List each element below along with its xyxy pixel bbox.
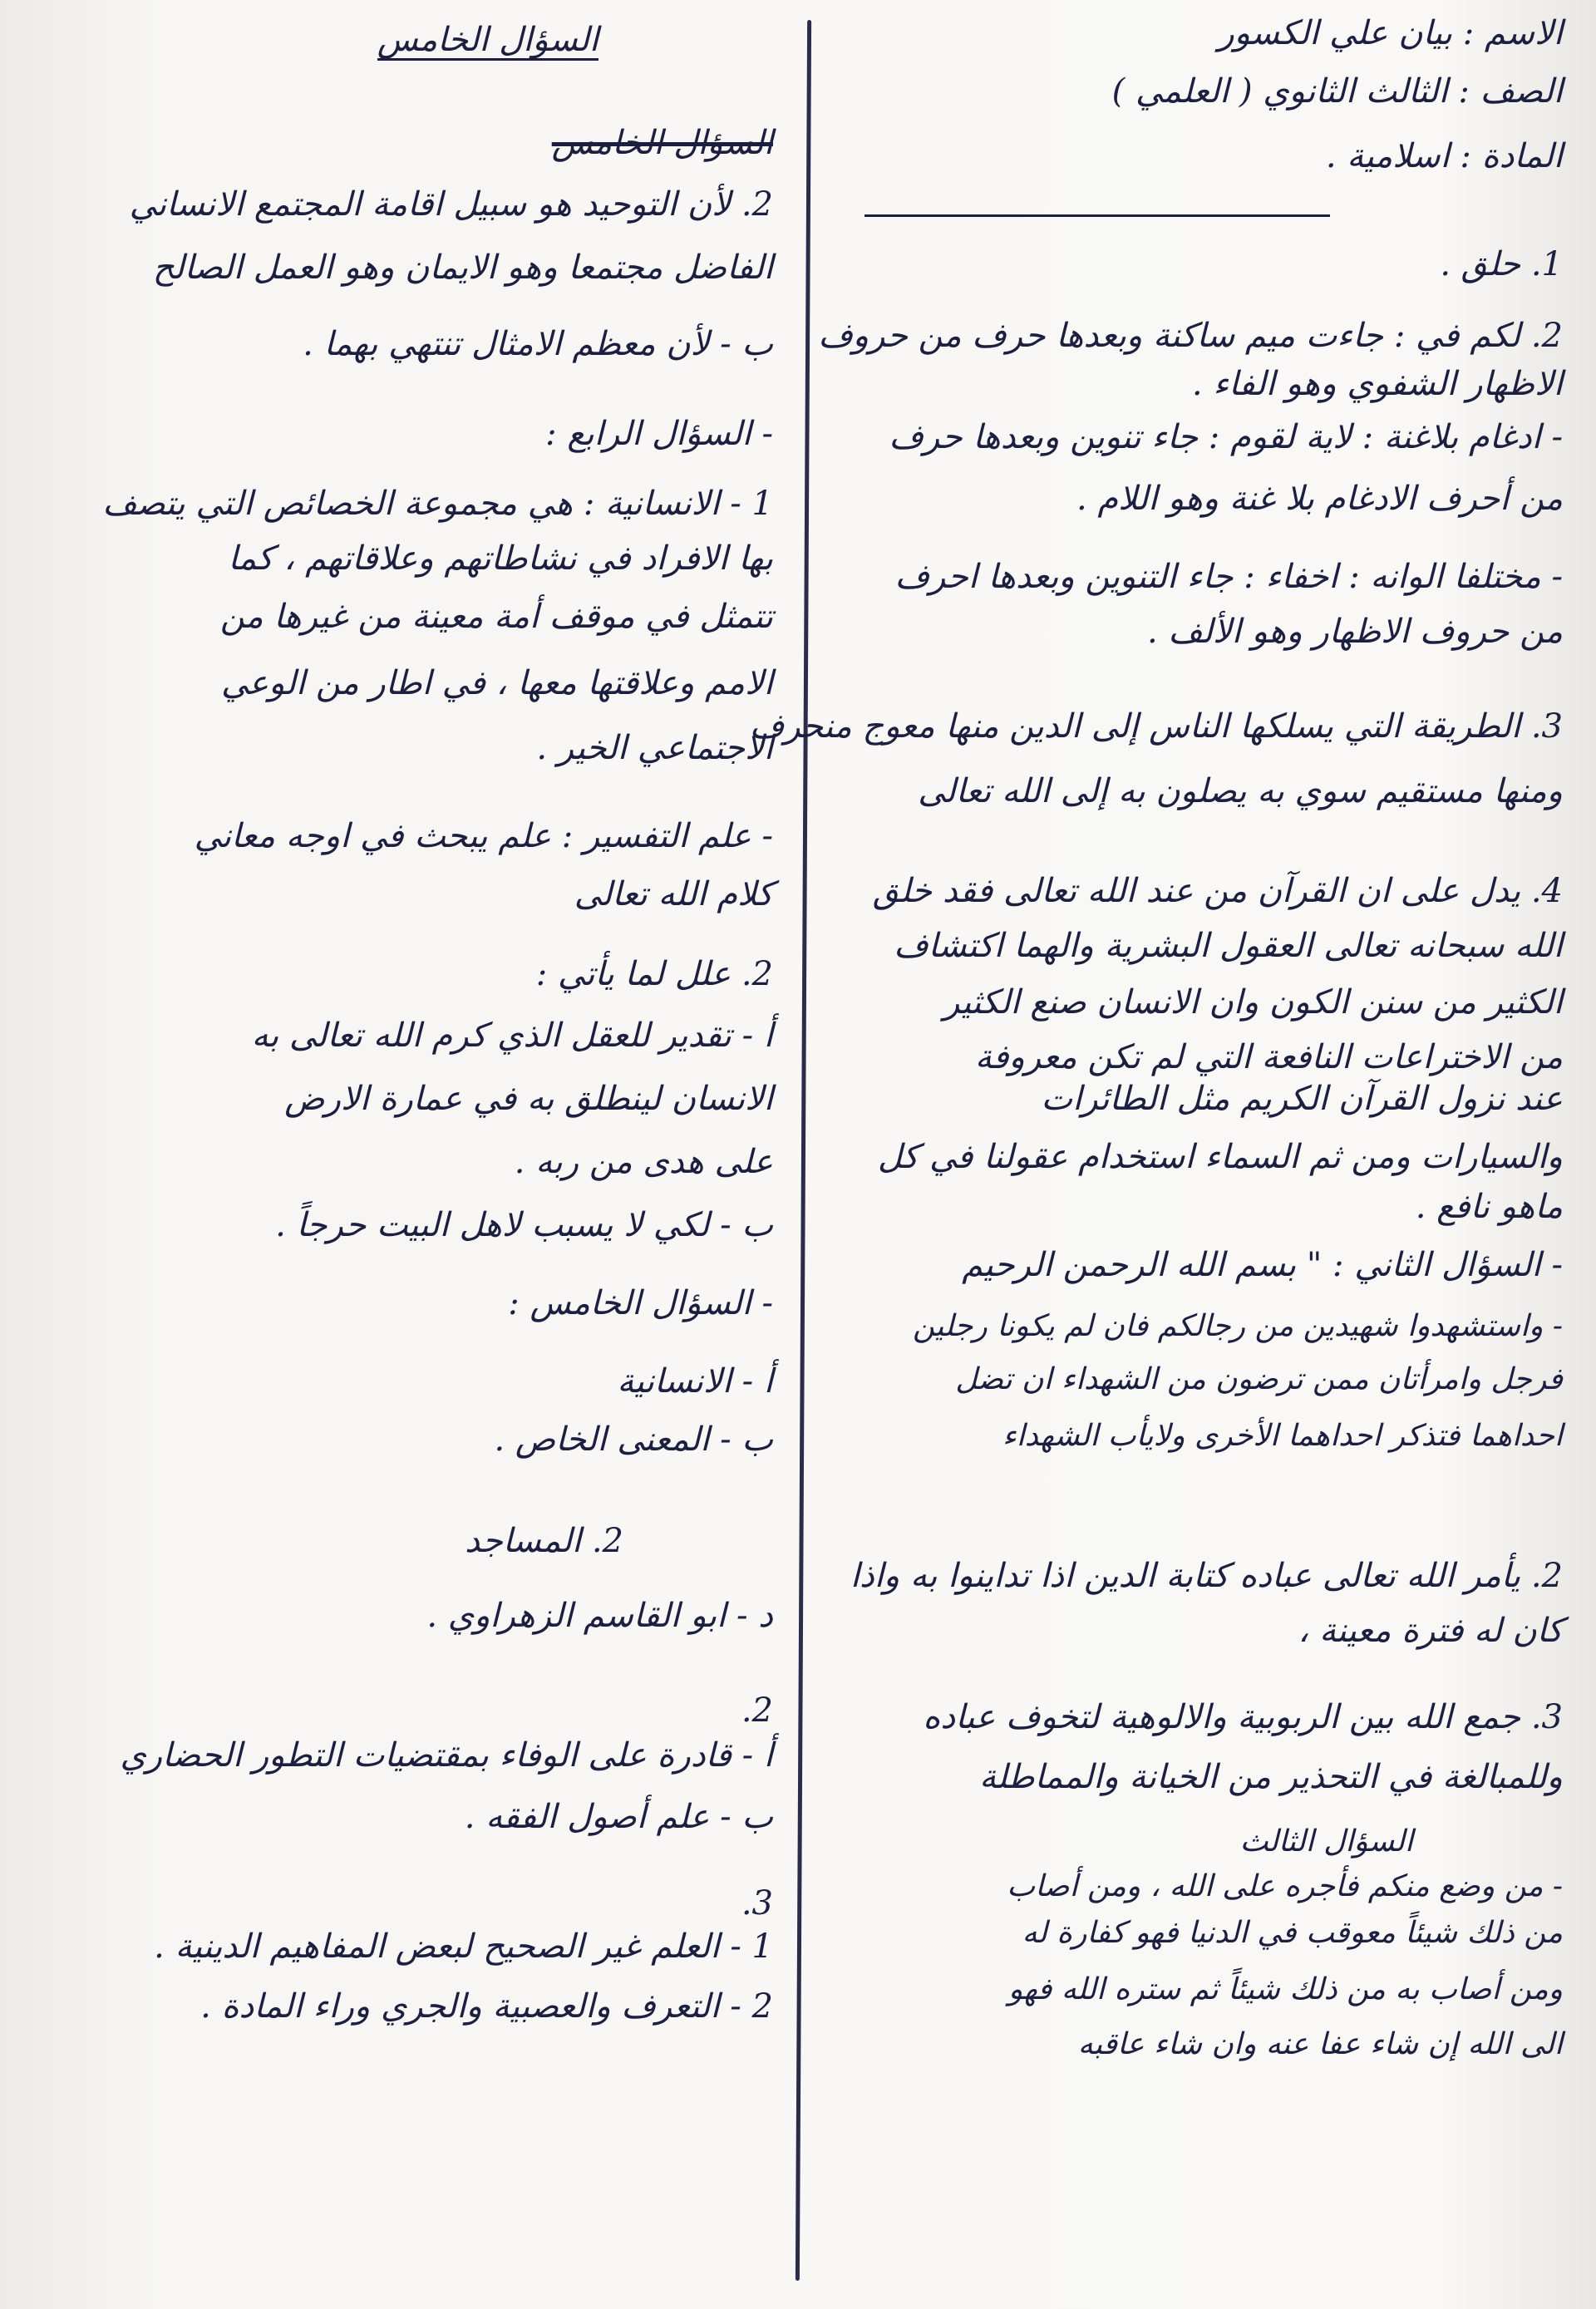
answer-line: من أحرف الادغام بلا غنة وهو اللام . — [1076, 480, 1563, 518]
answer-line: الكثير من سنن الكون وان الانسان صنع الكثير — [943, 983, 1563, 1022]
answer-line: الله سبحانه تعالى العقول البشرية والهما اكتشاف — [894, 927, 1563, 965]
question-heading: السؤال الخامس — [377, 21, 598, 59]
answer-line: من حروف الاظهار وهو الألف . — [1146, 613, 1563, 651]
answer-line: - السؤال الثاني : " بسم الله الرحمن الرحيم — [962, 1246, 1563, 1284]
answer-line: أ - الانسانية — [617, 1362, 773, 1401]
answer-line: د - ابو القاسم الزهراوي . — [426, 1597, 773, 1635]
answer-line: أ - قادرة على الوفاء بمقتضيات التطور الحضاري — [120, 1736, 773, 1775]
answer-line: من ذلك شيئاً معوقب في الدنيا فهو كفارة له — [1022, 1916, 1563, 1950]
subject-name: المادة : اسلامية . — [1325, 137, 1563, 175]
answer-line: - من وضع منكم فأجره على الله ، ومن أصاب — [1007, 1869, 1563, 1903]
answer-line: 4. يدل على ان القرآن من عند الله تعالى فقد خلق — [872, 872, 1563, 910]
answer-line: الاظهار الشفوي وهو الفاء . — [1191, 365, 1563, 403]
answer-line: الى الله إن شاء عفا عنه وان شاء عاقبه — [1077, 2027, 1563, 2061]
answer-line: 2. يأمر الله تعالى عباده كتابة الدين اذا تداينوا به واذا — [850, 1557, 1563, 1595]
answer-line: - مختلفا الوانه : اخفاء : جاء التنوين وبعدها احرف — [894, 558, 1563, 596]
answer-line: أ - تقدير للعقل الذي كرم الله تعالى به — [251, 1017, 773, 1055]
answer-line: ومنها مستقيم سوي به يصلون به إلى الله تعالى — [918, 772, 1563, 810]
answer-line: الانسان لينطلق به في عمارة الارض — [284, 1080, 773, 1118]
answer-line: 2. — [741, 1691, 773, 1730]
answer-line: كلام الله تعالى — [574, 875, 773, 913]
answer-line: على هدى من ربه . — [514, 1143, 773, 1181]
answer-line: - علم التفسير : علم يبحث في اوجه معاني — [194, 817, 773, 855]
answer-line: بها الافراد في نشاطاتهم وعلاقاتهم ، كما — [228, 539, 773, 578]
answer-line: فرجل وامرأتان ممن ترضون من الشهداء ان تضل — [955, 1362, 1563, 1396]
answer-line: ب - لأن معظم الامثال تنتهي بهما . — [303, 325, 773, 363]
answer-line: - واستشهدوا شهيدين من رجالكم فان لم يكونا رجلين — [912, 1309, 1563, 1343]
answer-line: من الاختراعات النافعة التي لم تكن معروفة — [974, 1038, 1563, 1076]
answer-line: 2 - التعرف والعصبية والجري وراء المادة . — [200, 1987, 773, 2026]
answer-line: ب - علم أصول الفقه . — [464, 1798, 773, 1836]
answer-line: الاجتماعي الخير . — [536, 729, 773, 767]
answer-line: 3. جمع الله بين الربوبية والالوهية لتخوف عباده — [923, 1698, 1563, 1736]
question-heading: - السؤال الرابع : — [545, 415, 773, 453]
answer-line: عند نزول القرآن الكريم مثل الطائرات — [1041, 1080, 1563, 1118]
answer-line: ب - المعنى الخاص . — [494, 1420, 773, 1459]
answer-line: 2. المساجد — [465, 1522, 623, 1560]
answer-line: والسيارات ومن ثم السماء استخدام عقولنا في كل — [877, 1138, 1563, 1176]
answer-line: الفاضل مجتمعا وهو الايمان وهو العمل الصالح — [152, 249, 773, 287]
answer-line: احداهما فتذكر احداهما الأخرى ولايأب الشهداء — [1002, 1419, 1563, 1453]
question-heading: - السؤال الخامس : — [508, 1284, 773, 1322]
answer-line: الامم وعلاقتها معها ، في اطار من الوعي — [220, 664, 773, 702]
student-name: الاسم : بيان علي الكسور — [1218, 14, 1563, 52]
question-heading: السؤال الثالث — [1239, 1824, 1413, 1859]
answer-line: وللمبالغة في التحذير من الخيانة والمماطلة — [979, 1758, 1563, 1796]
answer-line: 3. — [741, 1884, 773, 1923]
answer-line: 3. الطريقة التي يسلكها الناس إلى الدين منها معوج منحرف — [749, 707, 1563, 746]
answer-line: كان له فترة معينة ، — [1298, 1612, 1563, 1650]
answer-line: 2. علل لما يأتي : — [535, 955, 773, 993]
student-grade: الصف : الثالث الثانوي ( العلمي ) — [1111, 72, 1563, 111]
answer-line: 1. حلق . — [1440, 245, 1563, 283]
answer-line: ومن أصاب به من ذلك شيئاً ثم ستره الله فهو — [1007, 1972, 1563, 2006]
header-underline — [864, 214, 1330, 217]
answer-line: ماهو نافع . — [1415, 1188, 1563, 1226]
answer-line: ب - لكي لا يسبب لاهل البيت حرجاً . — [275, 1206, 773, 1244]
answer-line: 1 - العلم غير الصحيح لبعض المفاهيم الدينية . — [154, 1927, 773, 1966]
struck-heading: السؤال الخامس — [551, 124, 773, 162]
answer-line: 2. لكم في : جاءت ميم ساكنة وبعدها حرف من حروف — [818, 317, 1563, 355]
answer-line: 1 - الانسانية : هي مجموعة الخصائص التي يتصف — [102, 485, 773, 523]
answer-line: 2. لأن التوحيد هو سبيل اقامة المجتمع الانساني — [129, 185, 773, 224]
answer-line: - ادغام بلاغنة : لاية لقوم : جاء تنوين وبعدها حرف — [889, 418, 1563, 456]
answer-line: تتمثل في موقف أمة معينة من غيرها من — [219, 598, 773, 636]
